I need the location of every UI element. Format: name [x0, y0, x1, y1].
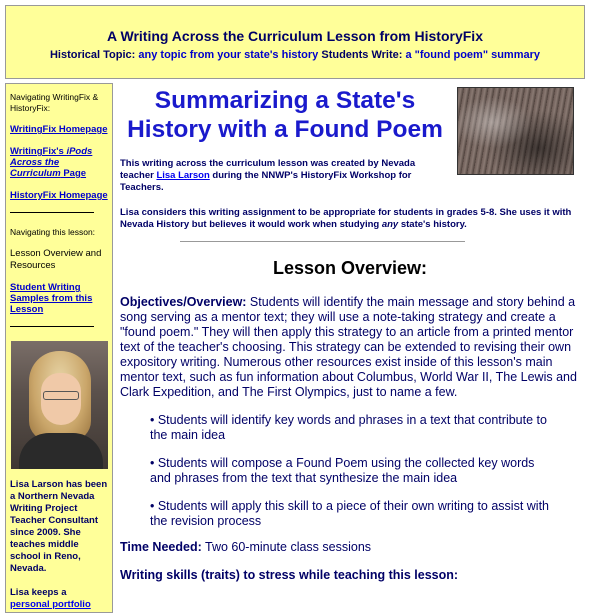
teacher-bio-portfolio [10, 587, 108, 611]
time-label: Time Needed: [120, 540, 202, 554]
sidebar-lesson-overview: Lesson Overview and Resources [10, 248, 102, 271]
writes-value: a "found poem" summary [405, 49, 541, 61]
lesson-credit [120, 158, 450, 194]
ipods-prefix: WritingFix's [10, 146, 67, 157]
bullet-item: • Students will apply this skill to a piece of their own writing to assist with the revision process [150, 499, 549, 528]
sidebar-nav-label: Navigating WritingFix & HistoryFix: [10, 92, 99, 113]
page-title: Summarizing a State's History with a Found Poem [127, 87, 443, 143]
portfolio-link[interactable]: personal portfolio [10, 599, 91, 610]
time-value: Two 60-minute class sessions [201, 540, 372, 554]
credit-prefix: This writing across the curriculum lesson was created by Nevada teacher [120, 158, 416, 181]
topic-value: any topic from your state's history [138, 49, 319, 61]
portfolio-prefix: Lisa keeps a [10, 587, 67, 598]
sidebar-link-historyfix-home[interactable]: HistoryFix Homepage [10, 190, 108, 201]
banner-subtitle [6, 49, 584, 61]
ipods-italic: iPods Across the Curriculum [10, 146, 93, 179]
banner-title: A Writing Across the Curriculum Lesson from HistoryFix [107, 28, 483, 44]
bullet-item: • Students will identify key words and phrases in a text that contribute to the main idea [150, 413, 547, 442]
objectives-label: Objectives/Overview: [120, 295, 247, 309]
section-divider [180, 241, 465, 242]
sidebar-link-student-samples[interactable]: Student Writing Samples from this Lesson [10, 282, 93, 315]
credit-suffix: during the NNWP's HistoryFix Workshop for Teachers. [120, 170, 412, 193]
sidebar-divider-2 [10, 326, 94, 327]
teacher-photo [11, 341, 108, 469]
grade-level-note [120, 207, 580, 231]
time-needed [120, 540, 580, 555]
topic-label: Historical Topic: [49, 49, 136, 61]
skills-heading: Writing skills (traits) to stress while teaching this lesson: [120, 568, 459, 582]
sidebar-link-ipods[interactable] [10, 146, 108, 179]
sidebar [5, 83, 113, 613]
header-banner [5, 5, 585, 79]
sidebar-lesson-nav-label: Navigating this lesson: [10, 227, 96, 237]
grades-suffix: state's history. [398, 219, 467, 230]
writes-label: Students Write: [321, 49, 403, 61]
sidebar-divider [10, 212, 94, 213]
bullet-item: • Students will compose a Found Poem using the collected key words and phrases from the text that synthesize the main idea [150, 456, 535, 485]
sidebar-link-writingfix-home[interactable]: WritingFix Homepage [10, 124, 108, 135]
teacher-bio: Lisa Larson has been a Northern Nevada Writing Project Teacher Consultant since 2009. She teaches middle school in Reno, Nevada. [10, 479, 108, 574]
hero-image [457, 87, 574, 175]
objectives-text: Students will identify the main message and story behind a song serving as a mentor text; they will use a note-taking strategy and create a "found poem." They will then apply this strategy to an article from a printed mentor text of the teacher's choosing. This strategy can be extended to revising their own expository writing. Numerous other resources exist inside of this lesson's main mentor text, such as fun information about Columbus, World War II, The Lewis and Clark Expedition, and The First Olympics, just to name a few. [120, 295, 577, 399]
ipods-suffix: Page [60, 168, 87, 179]
grades-italic: any [381, 219, 399, 230]
grades-prefix: Lisa considers this writing assignment to be appropriate for students in grades 5-8. She uses it with Nevada History but believes it would work when studying [120, 207, 572, 230]
objectives-paragraph [120, 295, 580, 400]
author-link[interactable]: Lisa Larson [156, 170, 210, 181]
overview-heading: Lesson Overview: [272, 258, 428, 278]
